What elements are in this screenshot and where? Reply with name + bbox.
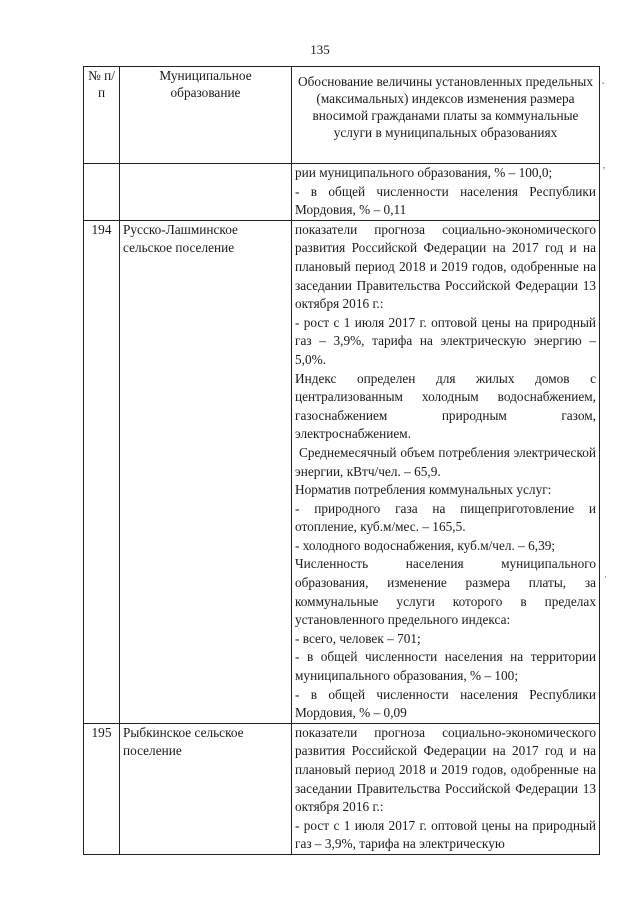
scan-mark: ˛ (602, 74, 605, 84)
scan-mark: , (603, 160, 606, 170)
header-municipality: Муниципальное образование (120, 67, 292, 164)
municipality-name: Рыбкинское сельское поселение (120, 723, 292, 854)
table-header-row (84, 67, 600, 164)
text-line: Среднемесячный объем потребления электрической энергии, кВтч/чел. – 65,9. (295, 444, 596, 479)
cell-justification (292, 164, 600, 221)
text-line: - в общей численности населения на территории муниципального образования, % – 100; (295, 649, 596, 684)
table-row-continuation (84, 164, 600, 221)
scan-mark: · (604, 572, 607, 582)
text-line: рии муниципального образования, % – 100,0; (295, 165, 553, 180)
text-line: - всего, человек – 701; (295, 630, 421, 646)
indices-table (83, 66, 600, 855)
table-row (84, 723, 600, 854)
table-row (84, 220, 600, 723)
header-num: № п/п (84, 67, 120, 164)
cell-justification (292, 723, 600, 854)
text-line: показатели прогноза социально-экономического развития Российской Федерации на 2017 год и на плановый период 2018 и 2019 годов, одобренные на заседании Правительства Российской Федерации 13 октября 2016 г.: (295, 221, 596, 312)
row-number: 195 (84, 723, 120, 854)
text-line: показатели прогноза социально-экономического развития Российской Федерации на 2017 год и на плановый период 2018 и 2019 годов, одобренные на заседании Правительства Российской Федерации 13 октября 2016 г.: (295, 724, 596, 815)
cell-municipality (120, 164, 292, 221)
cell-num (84, 164, 120, 221)
row-number: 194 (84, 220, 120, 723)
text-line: - холодного водоснабжения, куб.м/чел. – 6,39; (295, 537, 556, 553)
text-line: - в общей численности населения Республики Мордовия, % – 0,11 (295, 183, 596, 218)
cell-justification (292, 220, 600, 723)
text-line: - в общей численности населения Республики Мордовия, % – 0,09 (295, 686, 596, 721)
text-line: - рост с 1 июля 2017 г. оптовой цены на природный газ – 3,9%, тарифа на электрическую (295, 817, 596, 852)
header-justification: Обоснование величины установленных предельных (максимальных) индексов изменения размера вносимой гражданами платы за коммунальные услуги в муниципальных образованиях (292, 67, 600, 164)
municipality-name: Русско-Лашминское сельское поселение (120, 220, 292, 723)
text-line: Норматив потребления коммунальных услуг: (295, 482, 552, 498)
page-number: 135 (310, 42, 330, 57)
text-line: - рост с 1 июля 2017 г. оптовой цены на природный газ – 3,9%, тарифа на электрическую энергию – 5,0%. (295, 314, 596, 367)
text-line: Индекс определен для жилых домов с централизованным холодным водоснабжением, газоснабжением природным газом, электроснабжением. (295, 370, 596, 442)
text-line: - природного газа на пищеприготовление и отопление, куб.м/мес. – 165,5. (295, 500, 596, 535)
text-line: Численность населения муниципального образования, изменение размера платы, за коммунальные услуги которого в пределах установленного предельного индекса: (295, 556, 596, 628)
